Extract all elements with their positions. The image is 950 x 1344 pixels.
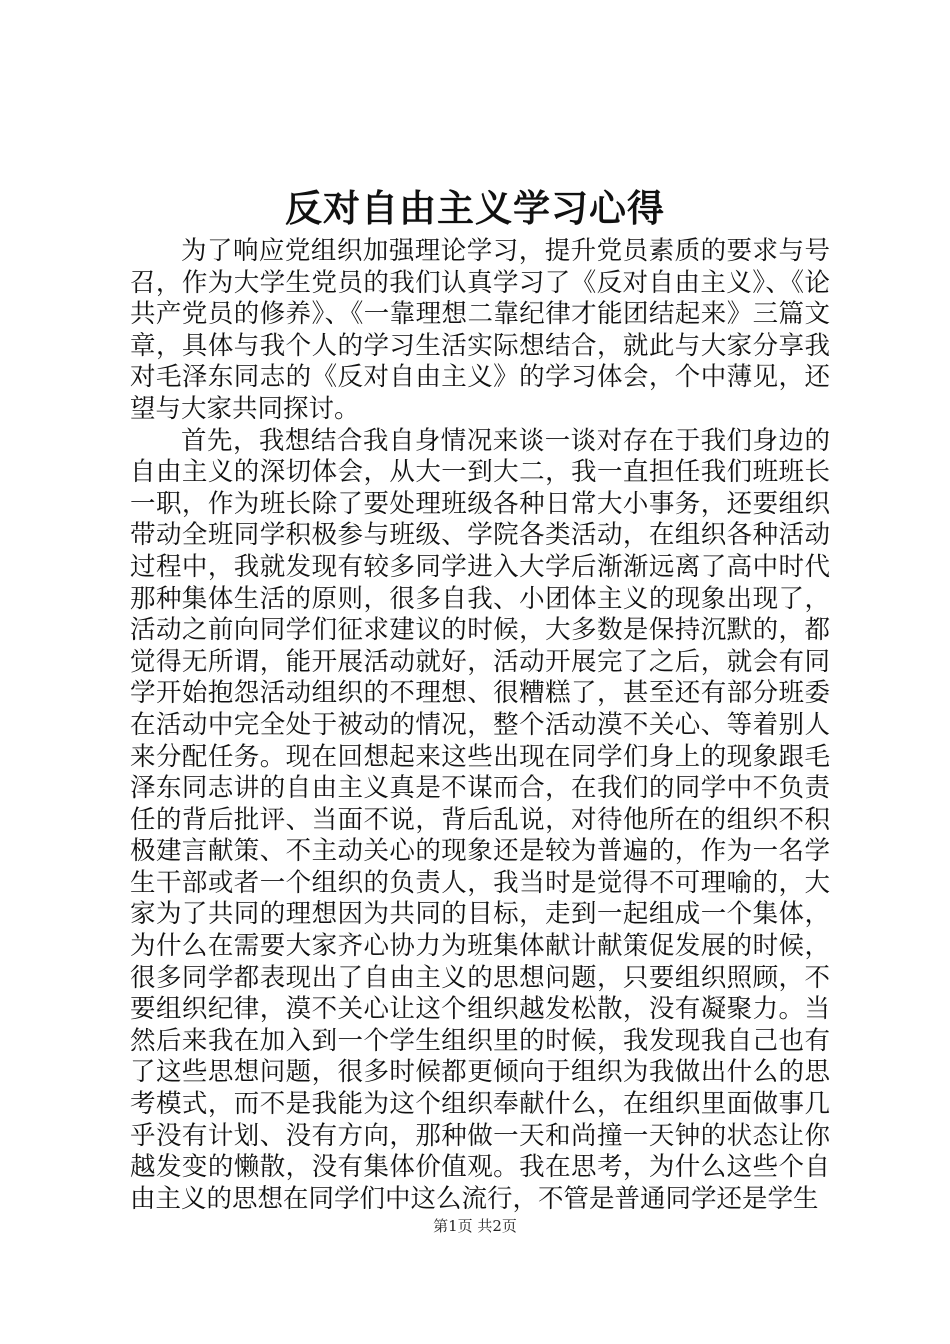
document-body bbox=[130, 236, 830, 1215]
document-title: 反对自由主义学习心得 bbox=[285, 186, 665, 230]
page-footer: 第1页 共2页 bbox=[433, 1217, 517, 1235]
paragraph-intro: 为了响应党组织加强理论学习，提升党员素质的要求与号召，作为大学生党员的我们认真学习了《反对自由主义》、《论共产党员的修养》、《一靠理想二靠纪律才能团结起来》三篇文章，具体与我个人的学习生活实际想结合，就此与大家分享我对毛泽东同志的《反对自由主义》的学习体会，个中薄见，还望与大家共同探讨。 bbox=[130, 236, 830, 424]
paragraph-first-point: 首先，我想结合我自身情况来谈一谈对存在于我们身边的自由主义的深切体会，从大一到大二，我一直担任我们班班长一职，作为班长除了要处理班级各种日常大小事务，还要组织带动全班同学积极参与班级、学院各类活动，在组织各种活动过程中，我就发现有较多同学进入大学后渐渐远离了高中时代那种集体生活的原则，很多自我、小团体主义的现象出现了，活动之前向同学们征求建议的时候，大多数是保持沉默的，都觉得无所谓，能开展活动就好，活动开展完了之后，就会有同学开始抱怨活动组织的不理想、很糟糕了，甚至还有部分班委在活动中完全处于被动的情况，整个活动漠不关心、等着别人来分配任务。现在回想起来这些出现在同学们身上的现象跟毛泽东同志讲的自由主义真是不谋而合，在我们的同学中不负责任的背后批评、当面不说，背后乱说，对待他所在的组织不积极建言献策、不主动关心的现象还是较为普遍的，作为一名学生干部或者一个组织的负责人，我当时是觉得不可理喻的，大家为了共同的理想因为共同的目标，走到一起组成一个集体，为什么在需要大家齐心协力为班集体献计献策促发展的时候，很多同学都表现出了自由主义的思想问题，只要组织照顾，不要组织纪律，漠不关心让这个组织越发松散，没有凝聚力。当然后来我在加入到一个学生组织里的时候，我发现我自己也有了这些思想问题，很多时候都更倾向于组织为我做出什么的思考模式，而不是我能为这个组织奉献什么，在组织里面做事几乎没有计划、没有方向，那种做一天和尚撞一天钟的状态让你越发变的懒散，没有集体价值观。我在思考，为什么这些个自由主义的思想在同学们中这么流行，不管是普通同学还是学生 bbox=[130, 425, 830, 1214]
